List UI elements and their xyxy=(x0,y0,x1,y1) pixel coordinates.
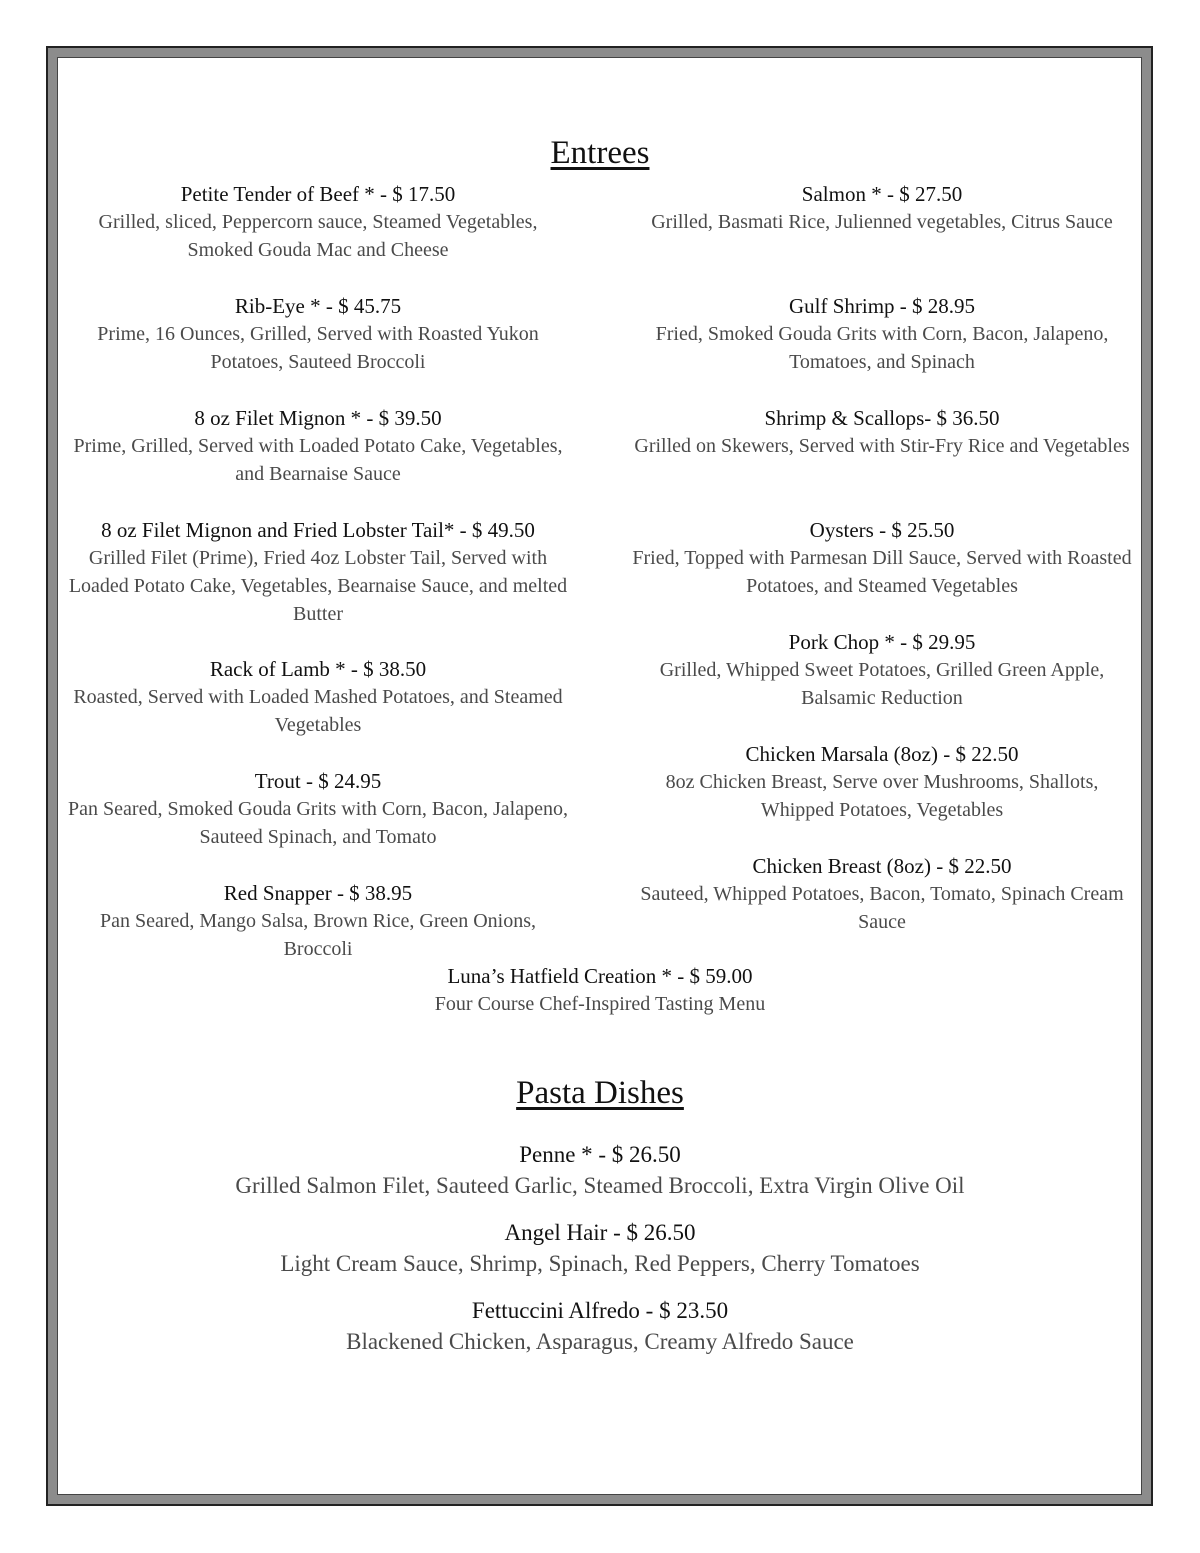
menu-item-description: Prime, 16 Ounces, Grilled, Served with Roasted Yukon Potatoes, Sauteed Broccoli xyxy=(97,323,539,373)
menu-item xyxy=(632,516,1132,600)
menu-item-description: Pan Seared, Smoked Gouda Grits with Corn, Bacon, Jalapeno, Sauteed Spinach, and Tomato xyxy=(68,798,568,848)
menu-item xyxy=(632,740,1132,824)
menu-item-name: Penne * - $ 26.50 xyxy=(519,1142,681,1167)
menu-item xyxy=(100,1296,1100,1358)
menu-item xyxy=(68,404,568,488)
menu-item-name: Pork Chop * - $ 29.95 xyxy=(788,630,976,654)
menu-item xyxy=(100,1218,1100,1280)
menu-item-description: Prime, Grilled, Served with Loaded Potato Cake, Vegetables, and Bearnaise Sauce xyxy=(73,435,563,485)
menu-item-name: Shrimp & Scallops- $ 36.50 xyxy=(764,406,1000,430)
menu-item xyxy=(68,655,568,739)
menu-item xyxy=(68,516,568,628)
menu-item xyxy=(68,292,568,376)
menu-item-description: Roasted, Served with Loaded Mashed Potatoes, and Steamed Vegetables xyxy=(73,686,563,736)
menu-item-description: Four Course Chef-Inspired Tasting Menu xyxy=(434,993,766,1015)
menu-item-name: Petite Tender of Beef * - $ 17.50 xyxy=(180,182,456,206)
menu-item-description: Pan Seared, Mango Salsa, Brown Rice, Green Onions, Broccoli xyxy=(99,910,537,960)
menu-item-description: Grilled, Basmati Rice, Julienned vegetables, Citrus Sauce xyxy=(651,211,1113,233)
menu-item-name: Salmon * - $ 27.50 xyxy=(801,182,963,206)
menu-item-description: Light Cream Sauce, Shrimp, Spinach, Red Peppers, Cherry Tomatoes xyxy=(280,1251,920,1276)
menu-item-description: Grilled Filet (Prime), Fried 4oz Lobster Tail, Served with Loaded Potato Cake, Vegetables, Bearnaise Sauce, and melted Butter xyxy=(68,547,568,625)
menu-item-name: Rib-Eye * - $ 45.75 xyxy=(234,294,402,318)
entrees-heading: Entrees xyxy=(550,135,650,171)
menu-item xyxy=(632,852,1132,936)
menu-item-name: 8 oz Filet Mignon and Fried Lobster Tail* - $ 49.50 xyxy=(101,518,535,542)
menu-item xyxy=(632,404,1132,460)
menu-item xyxy=(632,180,1132,236)
menu-item xyxy=(100,1140,1100,1202)
menu-item-name: Chicken Marsala (8oz) - $ 22.50 xyxy=(745,742,1019,766)
pasta-heading: Pasta Dishes xyxy=(516,1075,684,1111)
menu-item-name: Red Snapper - $ 38.95 xyxy=(223,881,413,905)
menu-item-name: Angel Hair - $ 26.50 xyxy=(504,1220,696,1245)
menu-item-name: Chicken Breast (8oz) - $ 22.50 xyxy=(752,854,1012,878)
menu-item xyxy=(632,628,1132,712)
menu-item-description: Sauteed, Whipped Potatoes, Bacon, Tomato, Spinach Cream Sauce xyxy=(640,883,1124,933)
featured-menu-item xyxy=(350,962,850,1018)
menu-item-name: Luna’s Hatfield Creation * - $ 59.00 xyxy=(447,964,753,988)
menu-item-description: Grilled Salmon Filet, Sauteed Garlic, Steamed Broccoli, Extra Virgin Olive Oil xyxy=(235,1173,965,1198)
menu-item-name: 8 oz Filet Mignon * - $ 39.50 xyxy=(194,406,442,430)
menu-item xyxy=(68,767,568,851)
menu-item xyxy=(68,180,568,264)
menu-item-description: Grilled, Whipped Sweet Potatoes, Grilled Green Apple, Balsamic Reduction xyxy=(659,659,1105,709)
menu-item-description: Grilled on Skewers, Served with Stir-Fry Rice and Vegetables xyxy=(634,435,1130,457)
menu-item-name: Oysters - $ 25.50 xyxy=(809,518,955,542)
menu-item-description: 8oz Chicken Breast, Serve over Mushrooms, Shallots, Whipped Potatoes, Vegetables xyxy=(665,771,1099,821)
menu-item-name: Trout - $ 24.95 xyxy=(254,769,382,793)
menu-item xyxy=(68,879,568,963)
menu-item-name: Gulf Shrimp - $ 28.95 xyxy=(788,294,976,318)
menu-item xyxy=(632,292,1132,376)
menu-item-description: Grilled, sliced, Peppercorn sauce, Steamed Vegetables, Smoked Gouda Mac and Cheese xyxy=(98,211,538,261)
menu-item-description: Fried, Smoked Gouda Grits with Corn, Bacon, Jalapeno, Tomatoes, and Spinach xyxy=(655,323,1109,373)
menu-item-description: Fried, Topped with Parmesan Dill Sauce, Served with Roasted Potatoes, and Steamed Vegetables xyxy=(632,547,1132,597)
menu-item-name: Fettuccini Alfredo - $ 23.50 xyxy=(471,1298,729,1323)
menu-item-name: Rack of Lamb * - $ 38.50 xyxy=(209,657,427,681)
menu-item-description: Blackened Chicken, Asparagus, Creamy Alfredo Sauce xyxy=(346,1329,854,1354)
